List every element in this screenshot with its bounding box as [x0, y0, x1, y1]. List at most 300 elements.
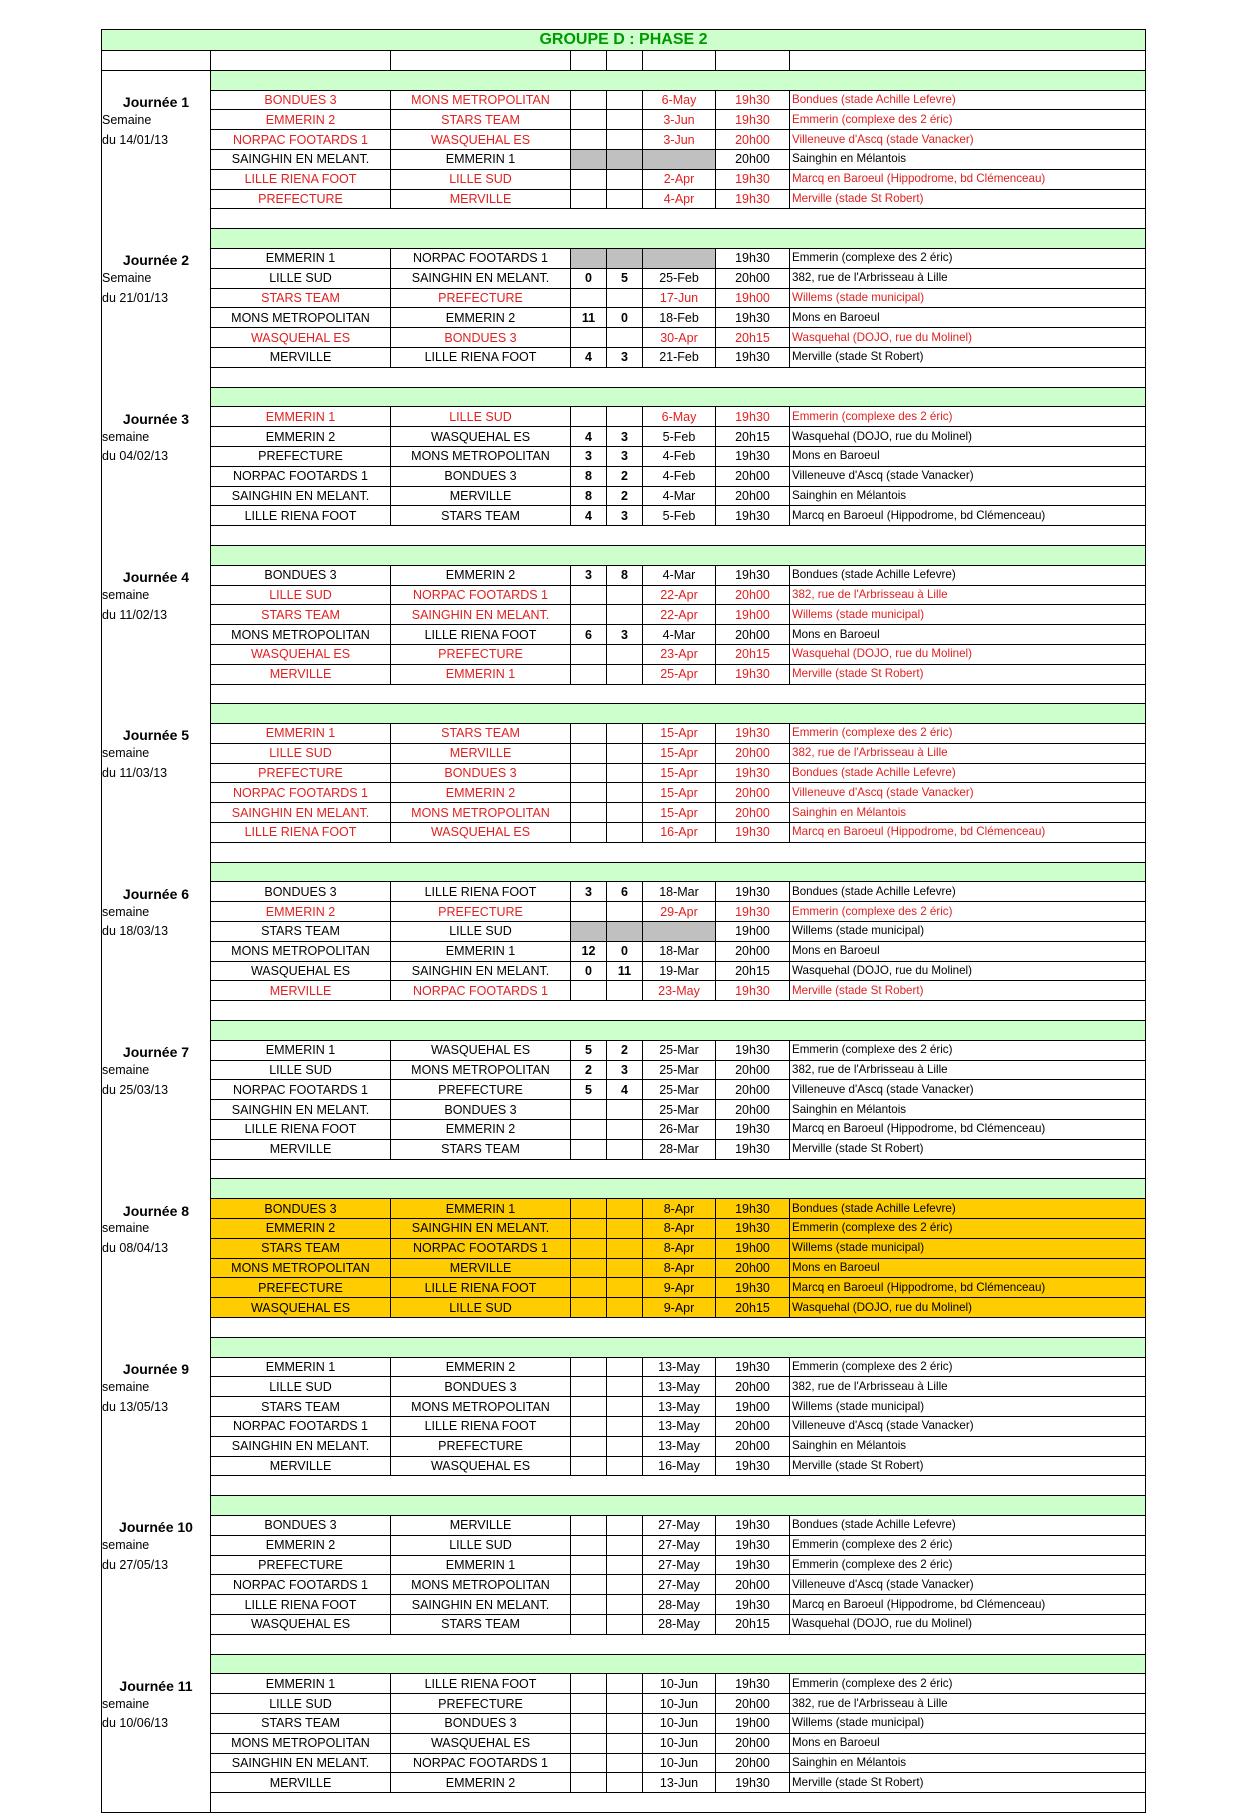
round-gap-row — [102, 1159, 1146, 1179]
away-team: EMMERIN 1 — [391, 149, 571, 169]
blank-cell — [391, 51, 571, 71]
home-team: BONDUES 3 — [211, 565, 391, 585]
label-cell — [102, 506, 211, 526]
match-row — [102, 644, 1146, 664]
away-score — [607, 1278, 643, 1298]
match-date: 15-Apr — [643, 783, 716, 803]
round-band — [211, 704, 1146, 724]
match-date: 10-Jun — [643, 1713, 716, 1733]
round-header-row — [102, 1179, 1146, 1199]
match-time: 19h30 — [716, 506, 790, 526]
away-score — [607, 130, 643, 150]
match-row — [102, 1674, 1146, 1694]
match-date: 28-Mar — [643, 1139, 716, 1159]
round-band — [211, 1179, 1146, 1199]
home-score — [571, 803, 607, 823]
match-date: 5-Feb — [643, 506, 716, 526]
away-score — [607, 605, 643, 625]
away-score — [607, 1614, 643, 1634]
round-name: Journée 11 — [102, 1654, 211, 1694]
match-row — [102, 961, 1146, 981]
match-date: 19-Mar — [643, 961, 716, 981]
home-team: SAINGHIN EN MELANT. — [211, 486, 391, 506]
gap-cell — [211, 1001, 1146, 1021]
match-venue: Bondues (stade Achille Lefevre) — [790, 90, 1146, 110]
match-row — [102, 1238, 1146, 1258]
match-time: 19h30 — [716, 308, 790, 328]
away-team: LILLE SUD — [391, 407, 571, 427]
home-score — [571, 1595, 607, 1615]
match-row — [102, 506, 1146, 526]
match-date: 15-Apr — [643, 763, 716, 783]
match-date: 10-Jun — [643, 1753, 716, 1773]
home-team: WASQUEHAL ES — [211, 328, 391, 348]
home-team: NORPAC FOOTARDS 1 — [211, 130, 391, 150]
round-band — [211, 1496, 1146, 1516]
match-row — [102, 1733, 1146, 1753]
home-team: BONDUES 3 — [211, 882, 391, 902]
match-date: 25-Feb — [643, 268, 716, 288]
match-row — [102, 922, 1146, 942]
home-team: EMMERIN 2 — [211, 902, 391, 922]
home-score: 6 — [571, 625, 607, 645]
match-row — [102, 1080, 1146, 1100]
home-team: EMMERIN 2 — [211, 110, 391, 130]
round-gap-row — [102, 367, 1146, 387]
home-team: LILLE RIENA FOOT — [211, 169, 391, 189]
gap-cell — [211, 1318, 1146, 1338]
away-team: EMMERIN 1 — [391, 941, 571, 961]
header-blank-row — [102, 51, 1146, 71]
match-time: 19h30 — [716, 1595, 790, 1615]
match-row — [102, 1694, 1146, 1714]
label-cell — [102, 1120, 211, 1140]
week-dates: du 27/05/13 — [102, 1555, 211, 1575]
away-score — [607, 189, 643, 209]
away-team: SAINGHIN EN MELANT. — [391, 961, 571, 981]
match-date: 9-Apr — [643, 1278, 716, 1298]
blank-cell — [607, 51, 643, 71]
away-team: STARS TEAM — [391, 1614, 571, 1634]
schedule-table — [101, 29, 1146, 1813]
round-header-row — [102, 704, 1146, 724]
away-team: MERVILLE — [391, 1258, 571, 1278]
match-venue: Wasquehal (DOJO, rue du Molinel) — [790, 961, 1146, 981]
gap-label-cell — [102, 1001, 211, 1021]
home-team: EMMERIN 1 — [211, 1040, 391, 1060]
away-team: EMMERIN 2 — [391, 783, 571, 803]
away-team: STARS TEAM — [391, 110, 571, 130]
home-team: MERVILLE — [211, 1773, 391, 1793]
home-team: EMMERIN 1 — [211, 248, 391, 268]
match-venue: Villeneuve d'Ascq (stade Vanacker) — [790, 783, 1146, 803]
match-time: 20h00 — [716, 1733, 790, 1753]
home-score — [571, 585, 607, 605]
away-team: PREFECTURE — [391, 1436, 571, 1456]
match-venue: Bondues (stade Achille Lefevre) — [790, 763, 1146, 783]
label-cell — [102, 1773, 211, 1793]
home-team: MONS METROPOLITAN — [211, 1733, 391, 1753]
home-score: 3 — [571, 565, 607, 585]
label-cell — [102, 1614, 211, 1634]
home-score — [571, 1416, 607, 1436]
blank-cell — [643, 51, 716, 71]
match-row — [102, 446, 1146, 466]
match-date: 8-Apr — [643, 1238, 716, 1258]
match-time: 19h30 — [716, 1515, 790, 1535]
home-team: LILLE SUD — [211, 268, 391, 288]
gap-cell — [211, 367, 1146, 387]
away-team: EMMERIN 2 — [391, 1773, 571, 1793]
match-date: 15-Apr — [643, 803, 716, 823]
away-team: WASQUEHAL ES — [391, 1040, 571, 1060]
away-team: BONDUES 3 — [391, 1713, 571, 1733]
away-team: EMMERIN 1 — [391, 664, 571, 684]
match-date: 21-Feb — [643, 347, 716, 367]
home-score — [571, 1258, 607, 1278]
away-score — [607, 1436, 643, 1456]
match-row — [102, 724, 1146, 744]
home-team: STARS TEAM — [211, 1238, 391, 1258]
round-name: Journée 3 — [102, 387, 211, 427]
label-cell — [102, 803, 211, 823]
home-score — [571, 981, 607, 1001]
match-row — [102, 1278, 1146, 1298]
match-date: 9-Apr — [643, 1298, 716, 1318]
match-row — [102, 1298, 1146, 1318]
away-score: 5 — [607, 268, 643, 288]
away-score: 3 — [607, 427, 643, 447]
match-row — [102, 743, 1146, 763]
match-time: 19h30 — [716, 823, 790, 843]
gap-label-cell — [102, 209, 211, 229]
away-score: 2 — [607, 1040, 643, 1060]
away-team: EMMERIN 1 — [391, 1555, 571, 1575]
away-score: 3 — [607, 506, 643, 526]
away-score — [607, 328, 643, 348]
match-venue: Emmerin (complexe des 2 éric) — [790, 248, 1146, 268]
match-date: 22-Apr — [643, 605, 716, 625]
home-score — [571, 110, 607, 130]
away-score — [607, 1100, 643, 1120]
label-cell — [102, 149, 211, 169]
match-time: 20h00 — [716, 585, 790, 605]
home-team: MONS METROPOLITAN — [211, 625, 391, 645]
home-score: 4 — [571, 506, 607, 526]
label-cell — [102, 1258, 211, 1278]
home-score — [571, 90, 607, 110]
match-time: 20h00 — [716, 803, 790, 823]
match-row — [102, 169, 1146, 189]
away-team: MONS METROPOLITAN — [391, 446, 571, 466]
label-cell — [102, 941, 211, 961]
week-label: semaine — [102, 1377, 211, 1397]
round-gap-row — [102, 1476, 1146, 1496]
match-date: 23-Apr — [643, 644, 716, 664]
home-score — [571, 189, 607, 209]
home-score: 8 — [571, 466, 607, 486]
away-team: EMMERIN 2 — [391, 1357, 571, 1377]
match-time: 20h00 — [716, 466, 790, 486]
blank-cell — [716, 51, 790, 71]
match-time: 20h00 — [716, 268, 790, 288]
away-team: SAINGHIN EN MELANT. — [391, 605, 571, 625]
away-team: LILLE RIENA FOOT — [391, 347, 571, 367]
match-time: 19h30 — [716, 407, 790, 427]
match-time: 20h00 — [716, 130, 790, 150]
home-score — [571, 1377, 607, 1397]
home-score — [571, 743, 607, 763]
match-row — [102, 1219, 1146, 1239]
match-date: 13-May — [643, 1397, 716, 1417]
match-venue: Marcq en Baroeul (Hippodrome, bd Clémenceau) — [790, 1595, 1146, 1615]
match-date: 13-May — [643, 1416, 716, 1436]
match-row — [102, 803, 1146, 823]
home-score — [571, 783, 607, 803]
match-time: 19h30 — [716, 902, 790, 922]
match-time: 20h00 — [716, 1436, 790, 1456]
away-score: 2 — [607, 466, 643, 486]
home-score — [571, 1397, 607, 1417]
match-row — [102, 1575, 1146, 1595]
match-row — [102, 1555, 1146, 1575]
match-venue: Willems (stade municipal) — [790, 1397, 1146, 1417]
match-date: 27-May — [643, 1555, 716, 1575]
match-venue: Emmerin (complexe des 2 éric) — [790, 1040, 1146, 1060]
match-date: 10-Jun — [643, 1694, 716, 1714]
match-time: 19h30 — [716, 1199, 790, 1219]
round-band — [211, 387, 1146, 407]
match-date: 4-Mar — [643, 565, 716, 585]
match-venue: Villeneuve d'Ascq (stade Vanacker) — [790, 1416, 1146, 1436]
match-row — [102, 1713, 1146, 1733]
week-label: semaine — [102, 585, 211, 605]
match-time: 20h15 — [716, 1614, 790, 1634]
away-team: NORPAC FOOTARDS 1 — [391, 585, 571, 605]
home-score — [571, 1436, 607, 1456]
week-label: Semaine — [102, 268, 211, 288]
away-score — [607, 149, 643, 169]
home-score — [571, 130, 607, 150]
match-row — [102, 308, 1146, 328]
match-time: 19h30 — [716, 90, 790, 110]
label-cell — [102, 1456, 211, 1476]
week-label: semaine — [102, 1694, 211, 1714]
week-label: Semaine — [102, 110, 211, 130]
label-cell — [102, 644, 211, 664]
home-team: SAINGHIN EN MELANT. — [211, 149, 391, 169]
match-time: 20h00 — [716, 1416, 790, 1436]
match-date: 15-Apr — [643, 724, 716, 744]
match-row — [102, 664, 1146, 684]
match-venue: Marcq en Baroeul (Hippodrome, bd Clémenceau) — [790, 823, 1146, 843]
round-header-row — [102, 1654, 1146, 1674]
away-team: PREFECTURE — [391, 902, 571, 922]
away-team: MERVILLE — [391, 743, 571, 763]
label-cell — [102, 1139, 211, 1159]
home-team: PREFECTURE — [211, 446, 391, 466]
match-time: 20h00 — [716, 1100, 790, 1120]
match-venue: 382, rue de l'Arbrisseau à Lille — [790, 585, 1146, 605]
gap-cell — [211, 1159, 1146, 1179]
away-team: LILLE SUD — [391, 169, 571, 189]
match-row — [102, 248, 1146, 268]
match-date: 18-Mar — [643, 941, 716, 961]
away-team: LILLE SUD — [391, 1298, 571, 1318]
home-team: EMMERIN 1 — [211, 1674, 391, 1694]
away-score — [607, 585, 643, 605]
away-score — [607, 664, 643, 684]
away-score — [607, 110, 643, 130]
home-team: EMMERIN 1 — [211, 407, 391, 427]
match-time: 20h00 — [716, 1060, 790, 1080]
match-date: 25-Mar — [643, 1040, 716, 1060]
round-header-row — [102, 70, 1146, 90]
away-team: LILLE RIENA FOOT — [391, 625, 571, 645]
match-time: 19h30 — [716, 1278, 790, 1298]
home-team: MERVILLE — [211, 1139, 391, 1159]
home-team: LILLE RIENA FOOT — [211, 506, 391, 526]
home-team: MONS METROPOLITAN — [211, 308, 391, 328]
match-venue: Willems (stade municipal) — [790, 605, 1146, 625]
match-row — [102, 1377, 1146, 1397]
match-row — [102, 1614, 1146, 1634]
home-score: 8 — [571, 486, 607, 506]
away-score: 2 — [607, 486, 643, 506]
home-score: 3 — [571, 446, 607, 466]
label-cell — [102, 961, 211, 981]
match-venue: Emmerin (complexe des 2 éric) — [790, 110, 1146, 130]
match-row — [102, 1199, 1146, 1219]
week-label: semaine — [102, 1535, 211, 1555]
home-score: 4 — [571, 427, 607, 447]
round-gap-row — [102, 842, 1146, 862]
match-venue: Merville (stade St Robert) — [790, 347, 1146, 367]
match-date: 4-Feb — [643, 446, 716, 466]
week-label: semaine — [102, 1219, 211, 1239]
match-date: 22-Apr — [643, 585, 716, 605]
match-row — [102, 1139, 1146, 1159]
gap-cell — [211, 684, 1146, 704]
match-date: 4-Mar — [643, 486, 716, 506]
away-team: PREFECTURE — [391, 1694, 571, 1714]
label-cell — [102, 625, 211, 645]
home-score — [571, 823, 607, 843]
home-score — [571, 1694, 607, 1714]
home-team: PREFECTURE — [211, 763, 391, 783]
away-team: NORPAC FOOTARDS 1 — [391, 1238, 571, 1258]
round-header-row — [102, 229, 1146, 249]
match-row — [102, 1040, 1146, 1060]
match-time: 19h30 — [716, 1555, 790, 1575]
away-team: NORPAC FOOTARDS 1 — [391, 1753, 571, 1773]
home-score — [571, 328, 607, 348]
away-score — [607, 1456, 643, 1476]
match-time: 20h00 — [716, 149, 790, 169]
match-row — [102, 110, 1146, 130]
week-dates: du 14/01/13 — [102, 130, 211, 150]
match-date: 28-May — [643, 1614, 716, 1634]
label-cell — [102, 823, 211, 843]
match-row — [102, 1357, 1146, 1377]
gap-label-cell — [102, 1476, 211, 1496]
label-cell — [102, 664, 211, 684]
match-venue: Merville (stade St Robert) — [790, 1773, 1146, 1793]
home-score: 2 — [571, 1060, 607, 1080]
match-date: 27-May — [643, 1515, 716, 1535]
match-row — [102, 486, 1146, 506]
away-team: NORPAC FOOTARDS 1 — [391, 248, 571, 268]
home-team: SAINGHIN EN MELANT. — [211, 803, 391, 823]
round-name: Journée 9 — [102, 1337, 211, 1377]
home-team: PREFECTURE — [211, 1555, 391, 1575]
match-time: 19h30 — [716, 1219, 790, 1239]
match-date: 6-May — [643, 90, 716, 110]
away-team: MONS METROPOLITAN — [391, 1397, 571, 1417]
match-venue: Villeneuve d'Ascq (stade Vanacker) — [790, 130, 1146, 150]
away-score — [607, 1713, 643, 1733]
home-score — [571, 1773, 607, 1793]
match-venue: Marcq en Baroeul (Hippodrome, bd Clémenceau) — [790, 1120, 1146, 1140]
match-venue: Marcq en Baroeul (Hippodrome, bd Clémenceau) — [790, 506, 1146, 526]
home-team: NORPAC FOOTARDS 1 — [211, 783, 391, 803]
home-team: BONDUES 3 — [211, 1515, 391, 1535]
home-score: 3 — [571, 882, 607, 902]
match-date: 4-Feb — [643, 466, 716, 486]
home-score — [571, 1357, 607, 1377]
match-time: 20h00 — [716, 1575, 790, 1595]
match-venue: Sainghin en Mélantois — [790, 1436, 1146, 1456]
label-cell — [102, 1575, 211, 1595]
match-date: 8-Apr — [643, 1219, 716, 1239]
match-date: 29-Apr — [643, 902, 716, 922]
away-score — [607, 1298, 643, 1318]
away-team: MERVILLE — [391, 1515, 571, 1535]
home-team: LILLE RIENA FOOT — [211, 823, 391, 843]
match-date: 10-Jun — [643, 1733, 716, 1753]
match-venue: Mons en Baroeul — [790, 941, 1146, 961]
away-score: 3 — [607, 446, 643, 466]
gap-label-cell — [102, 1318, 211, 1338]
match-venue: Emmerin (complexe des 2 éric) — [790, 407, 1146, 427]
match-time: 20h15 — [716, 427, 790, 447]
home-score — [571, 1535, 607, 1555]
gap-cell — [211, 842, 1146, 862]
match-venue: Wasquehal (DOJO, rue du Molinel) — [790, 427, 1146, 447]
home-score: 5 — [571, 1080, 607, 1100]
gap-label-cell — [102, 1634, 211, 1654]
round-header-row — [102, 1496, 1146, 1516]
match-date: 6-May — [643, 407, 716, 427]
away-score — [607, 783, 643, 803]
away-score — [607, 407, 643, 427]
match-time: 20h00 — [716, 1377, 790, 1397]
match-row — [102, 1773, 1146, 1793]
match-row — [102, 130, 1146, 150]
round-band — [211, 229, 1146, 249]
match-date: 25-Mar — [643, 1100, 716, 1120]
match-time: 19h30 — [716, 763, 790, 783]
match-row — [102, 288, 1146, 308]
match-date: 25-Mar — [643, 1080, 716, 1100]
home-team: WASQUEHAL ES — [211, 1298, 391, 1318]
match-row — [102, 882, 1146, 902]
round-name: Journée 2 — [102, 229, 211, 269]
match-row — [102, 1120, 1146, 1140]
home-team: NORPAC FOOTARDS 1 — [211, 1080, 391, 1100]
away-score — [607, 902, 643, 922]
home-team: MERVILLE — [211, 664, 391, 684]
